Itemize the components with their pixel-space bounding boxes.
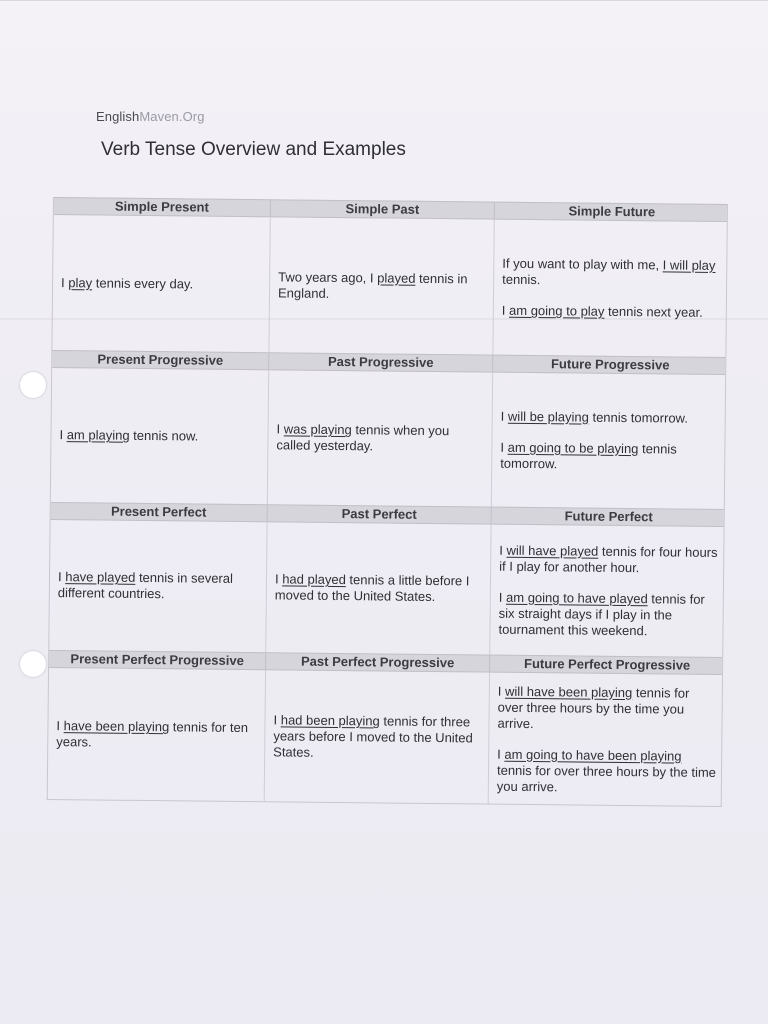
column-header: Present Progressive	[52, 351, 269, 369]
example-cell	[268, 370, 493, 506]
underlined-verb: am playing	[66, 427, 130, 443]
sentence-text: tennis for over three hours by the time you arrive.	[497, 684, 690, 731]
underlined-verb: will have been playing	[505, 683, 633, 700]
underlined-verb: have been playing	[63, 718, 170, 735]
example-sentence	[502, 256, 722, 290]
sentence-text: tennis every day.	[92, 274, 194, 291]
underlined-verb: have played	[65, 569, 136, 585]
punch-hole-lower	[20, 651, 46, 677]
example-cell	[51, 368, 269, 504]
underlined-verb: play	[68, 274, 93, 290]
example-cell	[48, 668, 266, 802]
sentence-text: tennis tomorrow.	[588, 409, 688, 426]
example-cell	[49, 520, 267, 652]
column-header: Past Perfect Progressive	[266, 653, 490, 671]
sentence-text: I	[498, 589, 507, 605]
sentence-text: Two years ago, I	[278, 268, 378, 285]
underlined-verb: will be playing	[507, 408, 589, 425]
sentence-text: tennis when you called yesterday.	[276, 422, 450, 454]
sentence-text: tennis next year.	[604, 303, 703, 320]
example-sentence	[278, 269, 487, 303]
sentence-text: tennis for six straight days if I play in the tournament this weekend.	[498, 590, 705, 638]
sentence-text: tennis now.	[129, 427, 199, 444]
sentence-text: tennis a little before I moved to the United States.	[274, 572, 470, 605]
example-sentence	[499, 542, 719, 576]
sentence-text: I	[501, 302, 510, 318]
column-header: Simple Present	[54, 198, 271, 216]
column-header: Future Perfect	[564, 508, 653, 525]
punch-hole-upper	[20, 372, 46, 398]
verb-tense-table	[47, 197, 728, 807]
sentence-text: I	[273, 712, 281, 728]
underlined-verb: played	[377, 269, 416, 286]
underlined-verb: I will play	[662, 257, 716, 273]
example-sentence	[497, 683, 717, 733]
example-cell	[493, 220, 728, 357]
example-sentence	[56, 718, 258, 752]
sentence-text: tennis tomorrow.	[500, 440, 677, 471]
page-title: Verb Tense Overview and Examples	[101, 139, 406, 160]
example-cell	[492, 373, 727, 509]
sentence-text: I	[274, 571, 283, 587]
sentence-text: tennis for four hours if I play for another hour.	[499, 543, 718, 575]
example-sentence	[502, 303, 722, 321]
brand-part-org: .Org	[178, 109, 205, 124]
column-header: Present Perfect	[51, 503, 268, 521]
sentence-text: I	[59, 427, 67, 443]
column-header: Simple Past	[271, 200, 495, 218]
underlined-verb: am going to have played	[505, 589, 648, 606]
column-header: Past Progressive	[269, 353, 493, 371]
brand-part-maven: Maven	[139, 109, 179, 124]
example-cell	[52, 215, 270, 352]
example-cell	[269, 217, 494, 354]
example-sentence	[498, 589, 718, 639]
sentence-text: I	[61, 274, 69, 290]
underlined-verb: will have played	[506, 542, 599, 559]
example-sentence	[59, 427, 261, 445]
section-perfect-progressive	[48, 650, 723, 807]
example-cell	[266, 522, 491, 654]
example-sentence	[276, 421, 485, 455]
sentence-text: I	[497, 683, 506, 699]
underlined-verb: had been playing	[280, 712, 380, 729]
underlined-verb: am going to play	[508, 302, 605, 319]
brand-part-english: English	[96, 109, 140, 124]
column-header: Present Perfect Progressive	[49, 651, 266, 669]
sentence-text: tennis in several different countries.	[57, 569, 234, 602]
column-header: Past Perfect	[268, 505, 492, 523]
sentence-text: I	[500, 408, 509, 424]
sentence-text: If you want to play with me,	[502, 255, 663, 273]
example-sentence	[497, 746, 717, 796]
sentence-text: I	[56, 718, 64, 734]
example-sentence	[501, 408, 721, 426]
sentence-text: tennis for three years before I moved to the United States.	[273, 713, 473, 760]
brand-logo-text	[96, 109, 205, 124]
section-perfect	[49, 502, 724, 657]
underlined-verb: am going to have been playing	[504, 746, 682, 764]
underlined-verb: was playing	[283, 421, 352, 438]
column-header: Future Progressive	[550, 356, 670, 373]
example-cell	[489, 673, 724, 807]
sentence-text: I	[500, 439, 508, 455]
column-header: Simple Future	[568, 203, 656, 220]
sentence-text: tennis.	[502, 271, 541, 288]
underlined-verb: had played	[282, 571, 346, 588]
example-sentence	[58, 569, 260, 603]
column-header: Future Perfect Progressive	[523, 655, 691, 673]
section-progressive	[51, 350, 726, 509]
sentence-text: tennis in England.	[277, 270, 468, 301]
example-sentence	[61, 275, 263, 293]
example-cell	[265, 670, 490, 804]
sentence-text: I	[57, 569, 66, 585]
section-simple	[52, 197, 727, 357]
sentence-text: tennis for over three hours by the time you arrive.	[496, 762, 717, 794]
sentence-text: I	[276, 421, 284, 437]
sentence-text: tennis for ten years.	[56, 719, 249, 750]
underlined-verb: am going to be playing	[507, 439, 639, 456]
sentence-text: I	[499, 542, 507, 558]
example-sentence	[500, 439, 720, 473]
page-top-edge	[0, 0, 768, 1]
example-cell	[490, 525, 725, 657]
sentence-text: I	[497, 746, 505, 762]
example-sentence	[275, 571, 484, 605]
example-sentence	[273, 712, 482, 762]
